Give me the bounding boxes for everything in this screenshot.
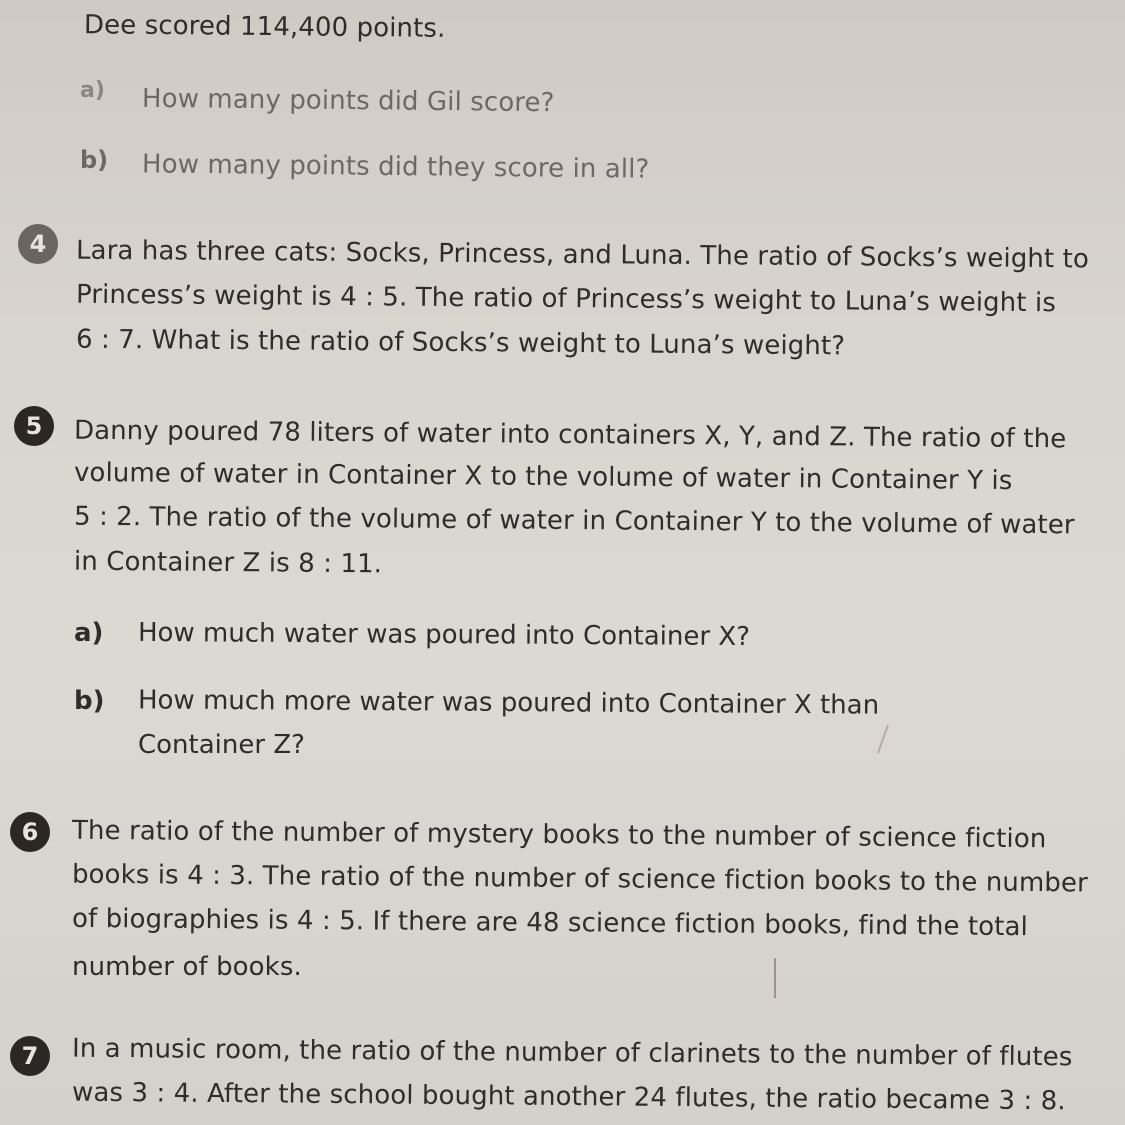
- problem-6-line-3: of biographies is 4 : 5. If there are 48 science fiction books, find the total: [71, 903, 1029, 943]
- problem-5-line-3: 5 : 2. The ratio of the volume of water in Container Y to the volume of water: [73, 501, 1075, 541]
- problem-number-badge: 4: [18, 224, 58, 264]
- problem-number-badge: 6: [10, 812, 50, 852]
- problem-5-line-1: Danny poured 78 liters of water into containers X, Y, and Z. The ratio of the: [73, 415, 1067, 455]
- problem-number-badge: 7: [10, 1036, 50, 1076]
- gil-score-question: How many points did Gil score?: [141, 83, 555, 119]
- problem-6-line-1: The ratio of the number of mystery books to the number of science fiction: [71, 815, 1047, 855]
- total-score-question: How many points did they score in all?: [141, 149, 650, 185]
- pencil-mark: [774, 958, 776, 998]
- problem-7-line-1: In a music room, the ratio of the number of clarinets to the number of flutes: [71, 1033, 1073, 1073]
- problem-7-line-2: was 3 : 4. After the school bought another 24 flutes, the ratio became 3 : 8.: [71, 1077, 1066, 1117]
- problem-number-badge: 5: [14, 406, 54, 446]
- problem-5-line-4: in Container Z is 8 : 11.: [73, 546, 383, 580]
- problem-5-line-2: volume of water in Container X to the volume of water in Container Y is: [73, 457, 1013, 497]
- part-a-label: a): [74, 618, 104, 648]
- part-b-question-line-2: Container Z?: [138, 730, 305, 760]
- question-b-label: b): [80, 146, 109, 174]
- dee-score-line: Dee scored 114,400 points.: [83, 10, 446, 44]
- pencil-mark: [877, 725, 889, 754]
- part-b-question-line-1: How much more water was poured into Container X than: [137, 685, 880, 721]
- problem-6-line-4: number of books.: [72, 952, 302, 982]
- problem-4-line-2: Princess’s weight is 4 : 5. The ratio of Princess’s weight to Luna’s weight is: [75, 279, 1057, 319]
- problem-4-line-1: Lara has three cats: Socks, Princess, and Luna. The ratio of Socks’s weight to: [75, 235, 1090, 275]
- problem-6-line-2: books is 4 : 3. The ratio of the number of science fiction books to the number: [71, 859, 1088, 899]
- question-a-label: a): [80, 78, 105, 103]
- problem-4-line-3: 6 : 7. What is the ratio of Socks’s weight to Luna’s weight?: [75, 324, 846, 362]
- part-a-question: How much water was poured into Container X?: [137, 617, 751, 653]
- part-b-label: b): [74, 686, 105, 716]
